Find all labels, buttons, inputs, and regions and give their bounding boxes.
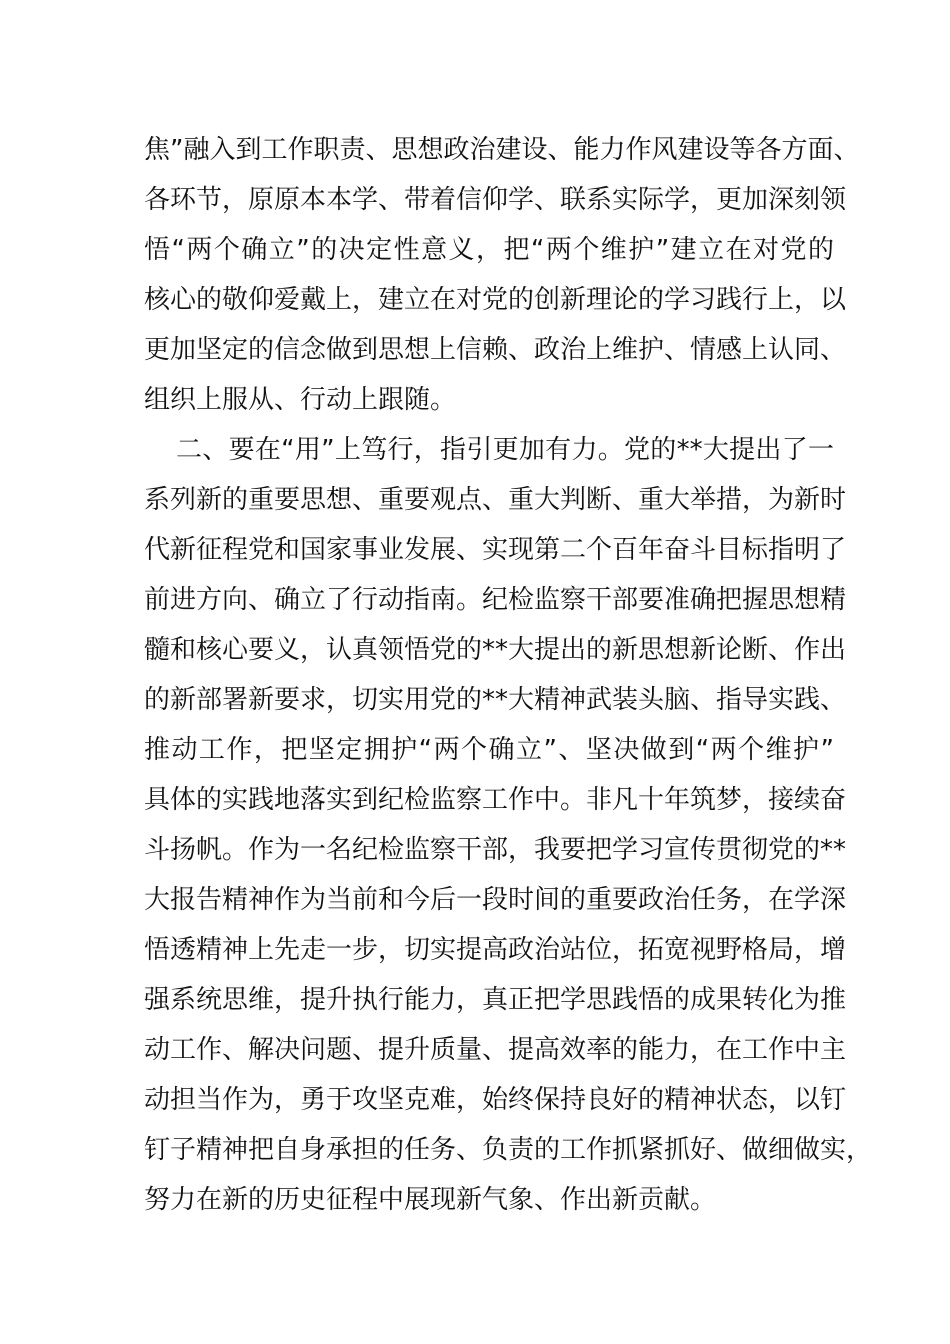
text-line: 斗扬帆。作为一名纪检监察干部，我要把学习宣传贯彻党的**: [144, 835, 847, 865]
text-line: 推动工作，把坚定拥护“两个确立”、坚决做到“两个维护”: [144, 735, 834, 765]
text-line: 的新部署新要求，切实用党的**大精神武装头脑、指导实践、: [144, 685, 847, 715]
text-line: 具体的实践地落实到纪检监察工作中。非凡十年筑梦，接续奋: [144, 785, 847, 815]
text-line: 大报告精神作为当前和今后一段时间的重要政治任务，在学深: [144, 885, 847, 915]
text-line: 各环节，原原本本学、带着信仰学、联系实际学，更加深刻领: [144, 185, 847, 215]
text-line: 前进方向、确立了行动指南。纪检监察干部要准确把握思想精: [144, 585, 847, 615]
text-line: 焦”融入到工作职责、思想政治建设、能力作风建设等各方面、: [144, 135, 860, 165]
text-line: 系列新的重要思想、重要观点、重大判断、重大举措，为新时: [144, 485, 847, 515]
text-line: 悟透精神上先走一步，切实提高政治站位，拓宽视野格局，增: [144, 935, 847, 965]
text-line: 代新征程党和国家事业发展、实现第二个百年奋斗目标指明了: [144, 535, 847, 565]
text-line: 核心的敬仰爱戴上，建立在对党的创新理论的学习践行上，以: [144, 285, 847, 315]
text-line: 强系统思维，提升执行能力，真正把学思践悟的成果转化为推: [144, 985, 847, 1015]
text-line: 钉子精神把自身承担的任务、负责的工作抓紧抓好、做细做实，: [144, 1135, 873, 1165]
text-line: 组织上服从、行动上跟随。: [144, 385, 457, 415]
text-line: 动担当作为，勇于攻坚克难，始终保持良好的精神状态，以钉: [144, 1085, 847, 1115]
paragraph-start-line: 二、要在“用”上笃行，指引更加有力。党的**大提出了一: [176, 435, 834, 465]
text-line: 悟“两个确立”的决定性意义，把“两个维护”建立在对党的: [144, 235, 834, 265]
text-line: 动工作、解决问题、提升质量、提高效率的能力，在工作中主: [144, 1035, 847, 1065]
text-line: 髓和核心要义，认真领悟党的**大提出的新思想新论断、作出: [144, 635, 847, 665]
text-line: 努力在新的历史征程中展现新气象、作出新贡献。: [144, 1185, 717, 1215]
text-line: 更加坚定的信念做到思想上信赖、政治上维护、情感上认同、: [144, 335, 847, 365]
